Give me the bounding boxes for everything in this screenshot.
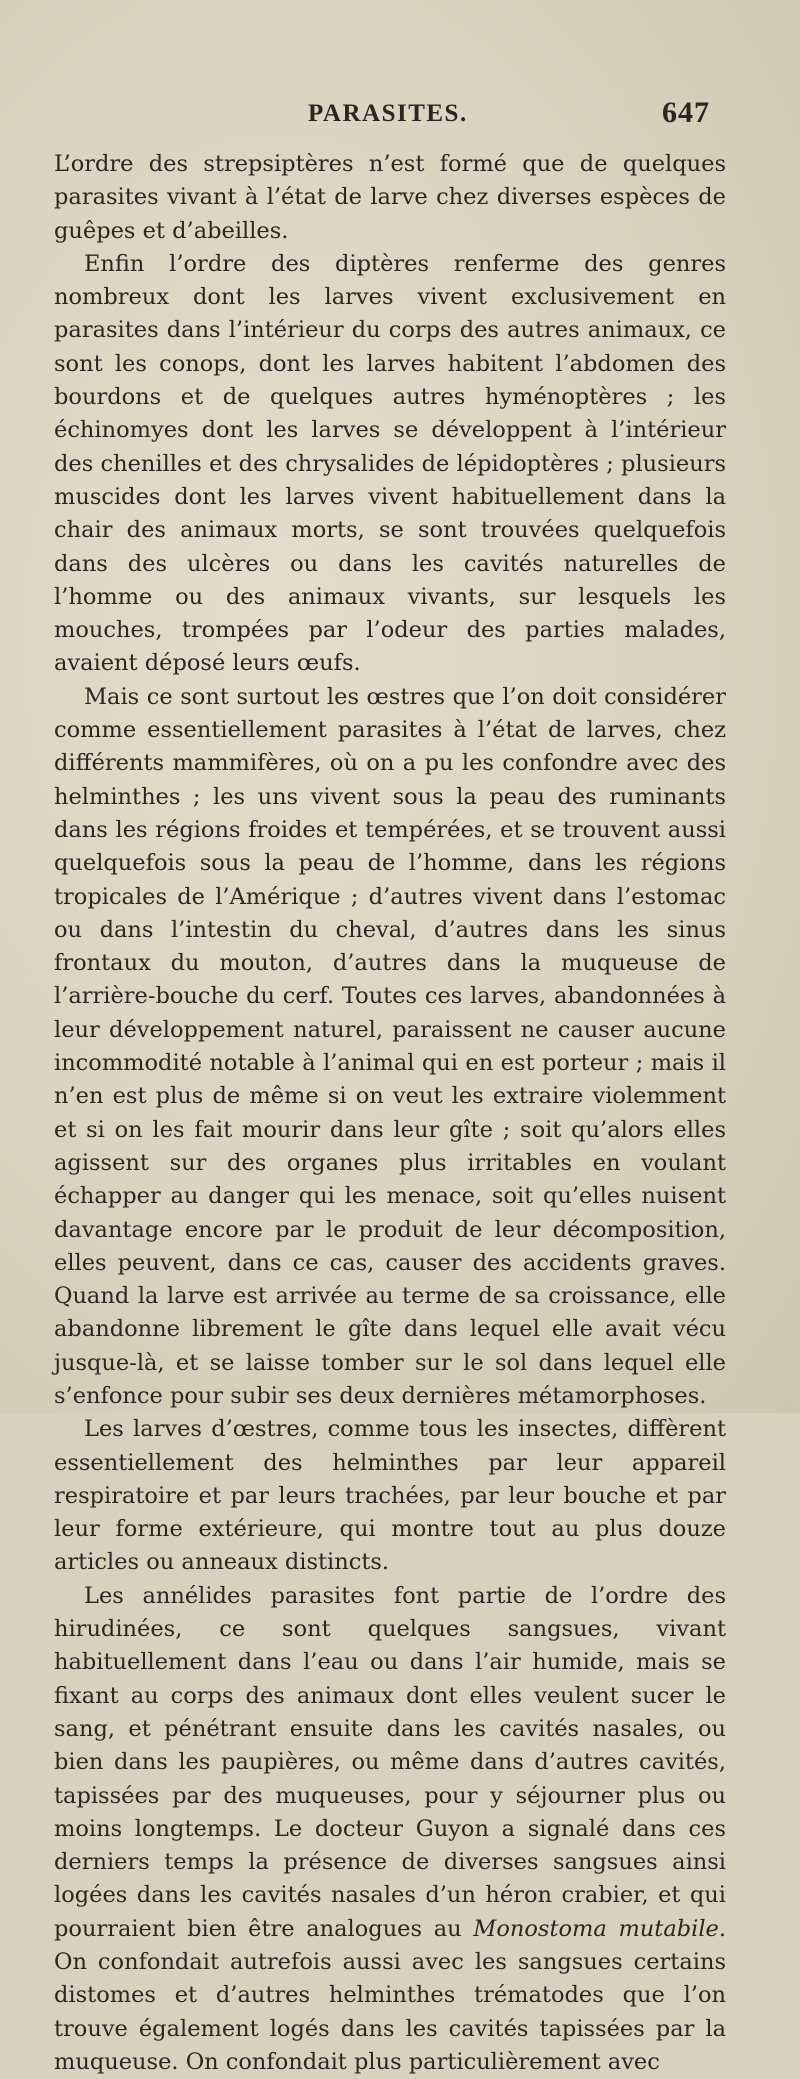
paragraph-annelides-text: Les annélides parasites font partie de l’ordre des hirudinées, ce sont quelques sangsues, vivant habituellement dans l’eau ou dans l’air humide, mais se fixant au corps des animaux dont elles veulent sucer le sang, et pénétrant ensuite dans les cavités nasales, ou bien dans les paupières, ou même dans d’autres cavités, tapissées par des muqueuses, pour y séjourner plus ou moins longtemps. Le docteur Guyon a signalé dans ces derniers temps la présence de diverses sangsues ainsi logées dans les cavités nasales d’un héron crabier, et qui pourraient bien être analogues au — [54, 1582, 726, 1942]
paragraph-larves-oestres: Les larves d’œstres, comme tous les insectes, diffèrent essentiellement des helminthes par leur appareil respiratoire et par leurs trachées, par leur bouche et par leur forme extérieure, qui montre tout au plus douze articles ou anneaux distincts. — [54, 1416, 726, 1576]
body-text — [54, 148, 726, 2079]
paragraph-oestres: Mais ce sont surtout les œstres que l’on doit considérer comme essentiellement parasites à l’état de larves, chez différents mammifères, où on a pu les confondre avec des helminthes ; les uns vivent sous la peau des ruminants dans les régions froides et tempérées, et se trouvent aussi quelquefois sous la peau de l’homme, dans les régions tropicales de l’Amérique ; d’autres vivent dans l’estomac ou dans l’intestin du cheval, d’autres dans les sinus frontaux du mouton, d’autres dans la muqueuse de l’arrière-bouche du cerf. Toutes ces larves, abandonnées à leur développement naturel, paraissent ne causer aucune incommodité notable à l’animal qui en est porteur ; mais il n’en est plus de même si on veut les extraire violemment et si on les fait mourir dans leur gîte ; soit qu’alors elles agissent sur des organes plus irritables en voulant échapper au danger qui les menace, soit qu’elles nuisent davantage encore par le produit de leur décomposition, elles peuvent, dans ce cas, causer des accidents graves. Quand la larve est arrivée au terme de sa croissance, elle abandonne librement le gîte dans lequel elle avait vécu jusque-là, et se laisse tomber sur le sol dans lequel elle s’enfonce pour subir ses deux dernières métamorphoses. — [54, 683, 726, 1409]
paragraph-annelides — [54, 1580, 726, 2079]
paragraph-annelides-end: . On confondait autrefois aussi avec les sangsues certains distomes et d’autres helminthes trématodes que l’on trouve également logés dans les cavités tapissées par la muqueuse. On confondait plus particulièrement avec — [54, 1915, 726, 2075]
running-title: PARASITES. — [308, 100, 468, 127]
page-number: 647 — [662, 96, 710, 129]
paragraph-strepsipteres: L’ordre des strepsiptères n’est formé que de quelques parasites vivant à l’état de larve chez diverses espèces de guêpes et d’abeilles. — [54, 151, 726, 244]
paragraph-dipteres: Enfin l’ordre des diptères renferme des genres nombreux dont les larves vivent exclusivement en parasites dans l’intérieur du corps des autres animaux, ce sont les conops, dont les larves habitent l’abdomen des bourdons et de quelques autres hyménoptères ; les échinomyes dont les larves se développent à l’intérieur des chenilles et des chrysalides de lépidoptères ; plusieurs muscides dont les larves vivent habituellement dans la chair des animaux morts, se sont trouvées quelquefois dans des ulcères ou dans les cavités naturelles de l’homme ou des animaux vivants, sur lesquels les mouches, trompées par l’odeur des parties malades, avaient déposé leurs œufs. — [54, 250, 726, 677]
species-name: Monostoma mutabile — [473, 1915, 719, 1942]
page-header — [60, 96, 710, 140]
